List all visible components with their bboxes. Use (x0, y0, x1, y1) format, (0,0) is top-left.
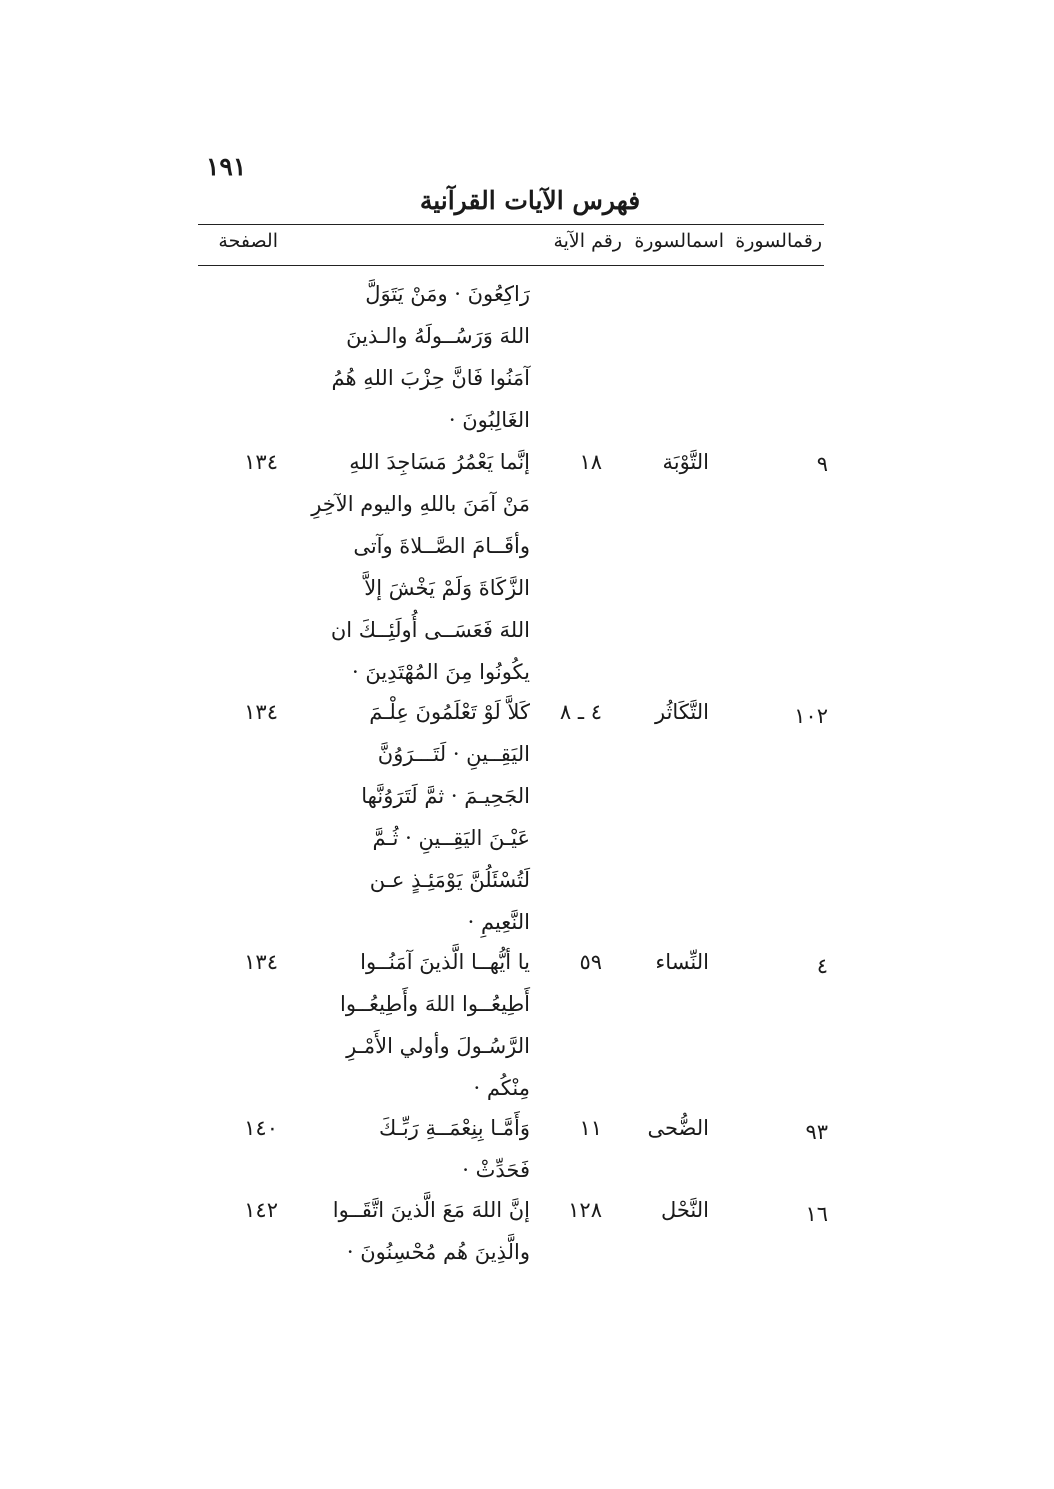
ayah-number: ٤ ـ ٨ (559, 700, 602, 724)
verse-line: الغَالِبُونَ · (448, 408, 530, 432)
surah-number: ٩٣ (805, 1120, 828, 1144)
surah-number: ١٠٢ (794, 704, 828, 728)
verse-line: اليَقِــينِ · لَتَـــرَوُنَّ (377, 742, 530, 766)
page-ref: ١٣٤ (244, 700, 278, 724)
ayah-number: ١٨ (579, 450, 602, 474)
verse-line: فَحَدِّثْ · (462, 1158, 530, 1182)
verse-line: الزَّكَاةَ وَلَمْ يَخْشَ إلاَّ (364, 576, 530, 600)
verse-line: يا أيُّهــا الَّذينَ آمَنُــوا (360, 950, 530, 974)
surah-name: التَّكَاثُر (655, 700, 709, 724)
verse-line: يكُونُوا مِنَ المُهْتَدِينَ · (352, 660, 530, 684)
header-bottom-rule (198, 265, 824, 266)
surah-number: ١٦ (805, 1202, 828, 1226)
header-surah-number: رقمالسورة (735, 230, 822, 252)
surah-number: ٤ (816, 954, 828, 978)
page-ref: ١٣٤ (244, 950, 278, 974)
ayah-number: ١٢٨ (568, 1198, 602, 1222)
verse-line: النَّعِيمِ · (467, 910, 530, 934)
verse-line: اللهَ وَرَسُــولَهُ والـذينَ (346, 324, 530, 348)
header-page: الصفحة (218, 230, 278, 252)
surah-name: التَّوْبَة (662, 450, 709, 474)
verse-line: مِنْكُم · (473, 1076, 530, 1100)
verse-line: آمَنُوا فَانَّ حِزْبَ اللهِ هُمُ (331, 366, 530, 390)
verse-line: اللهَ فَعَسَــى أُولَئِــكَ ان (330, 618, 530, 642)
verse-line: والَّذِينَ هُم مُحْسِنُونَ · (346, 1240, 530, 1264)
surah-name: الضُّحى (647, 1116, 709, 1140)
page-ref: ١٤٢ (244, 1198, 278, 1222)
header-ayah-number: رقم الآية (553, 230, 622, 252)
page-title: فهرس الآيات القرآنية (419, 186, 641, 215)
ayah-number: ٥٩ (579, 950, 602, 974)
header-surah-name: اسمالسورة (634, 230, 724, 252)
verse-line: إنَّما يَعْمُرُ مَسَاجِدَ اللهِ (349, 450, 530, 474)
verse-line: لَتُسْئَلُنَّ يَوْمَئِـذٍ عـن (369, 868, 530, 892)
verse-line: كَلاَّ لَوْ تَعْلَمُونَ عِلْـمَ (369, 700, 530, 724)
surah-number: ٩ (816, 452, 828, 476)
page-ref: ١٤٠ (244, 1116, 278, 1140)
verse-line: عَيْـنَ اليَقِــينِ · ثُـمَّ (372, 826, 530, 850)
surah-name: النِّساء (655, 950, 709, 974)
verse-line: مَنْ آمَنَ باللهِ واليوم الآخِرِ (311, 492, 530, 516)
verse-line: إنَّ اللهَ مَعَ الَّذينَ اتَّقَــوا (332, 1198, 530, 1222)
verse-line: الجَحِيـمَ · ثمَّ لَتَرَوُنَّها (361, 784, 530, 808)
verse-line: رَاكِعُونَ · ومَنْ يَتَوَلَّ (365, 282, 530, 306)
verse-line: وَأَمَّـا بِنِعْمَــةِ رَبِّـكَ (379, 1116, 530, 1140)
surah-name: النَّحْل (660, 1198, 709, 1222)
verse-line: أَطِيعُــوا اللهَ وأَطِيعُــوا (340, 992, 530, 1016)
page-number: ١٩١ (206, 152, 247, 181)
verse-line: الرَّسُـولَ وأولي الأَمْـرِ (346, 1034, 530, 1058)
verse-line: وأقَــامَ الصَّــلاةَ وآتى (353, 534, 530, 558)
ayah-number: ١١ (579, 1116, 602, 1140)
page-ref: ١٣٤ (244, 450, 278, 474)
header-top-rule (198, 224, 824, 225)
